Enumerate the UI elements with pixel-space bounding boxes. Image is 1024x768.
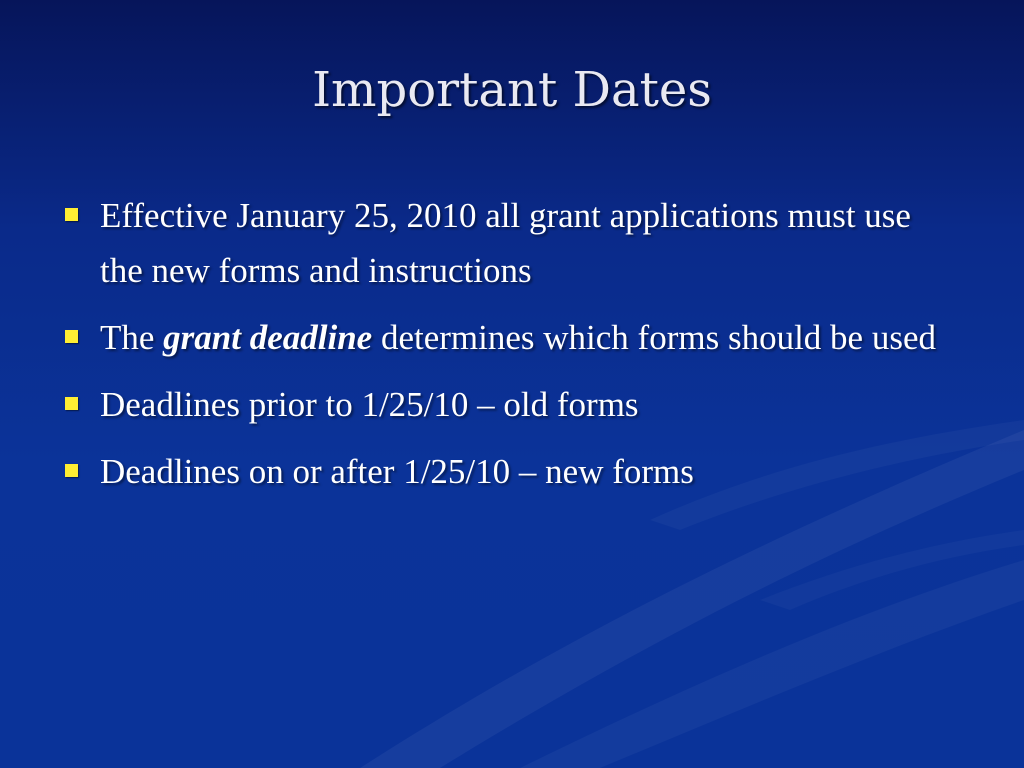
bullet-item-grant-deadline xyxy=(60,310,960,365)
bullet-text-suffix: determines which forms should be used xyxy=(372,318,936,357)
bullet-text-prefix: The xyxy=(100,318,164,357)
bullet-emphasis: grant deadline xyxy=(163,318,373,357)
square-bullet-icon xyxy=(65,208,78,221)
square-bullet-icon xyxy=(65,330,78,343)
bullet-text: Deadlines on or after 1/25/10 – new forms xyxy=(100,452,694,491)
slide-title: Important Dates xyxy=(312,62,712,118)
bullet-list xyxy=(60,188,960,511)
bullet-item-effective-date xyxy=(60,188,960,298)
square-bullet-icon xyxy=(65,397,78,410)
bullet-item-new-forms xyxy=(60,444,960,499)
bullet-text: Effective January 25, 2010 all grant applications must use the new forms and instructions xyxy=(100,196,911,290)
bullet-item-old-forms xyxy=(60,377,960,432)
bullet-text: Deadlines prior to 1/25/10 – old forms xyxy=(100,385,639,424)
square-bullet-icon xyxy=(65,464,78,477)
